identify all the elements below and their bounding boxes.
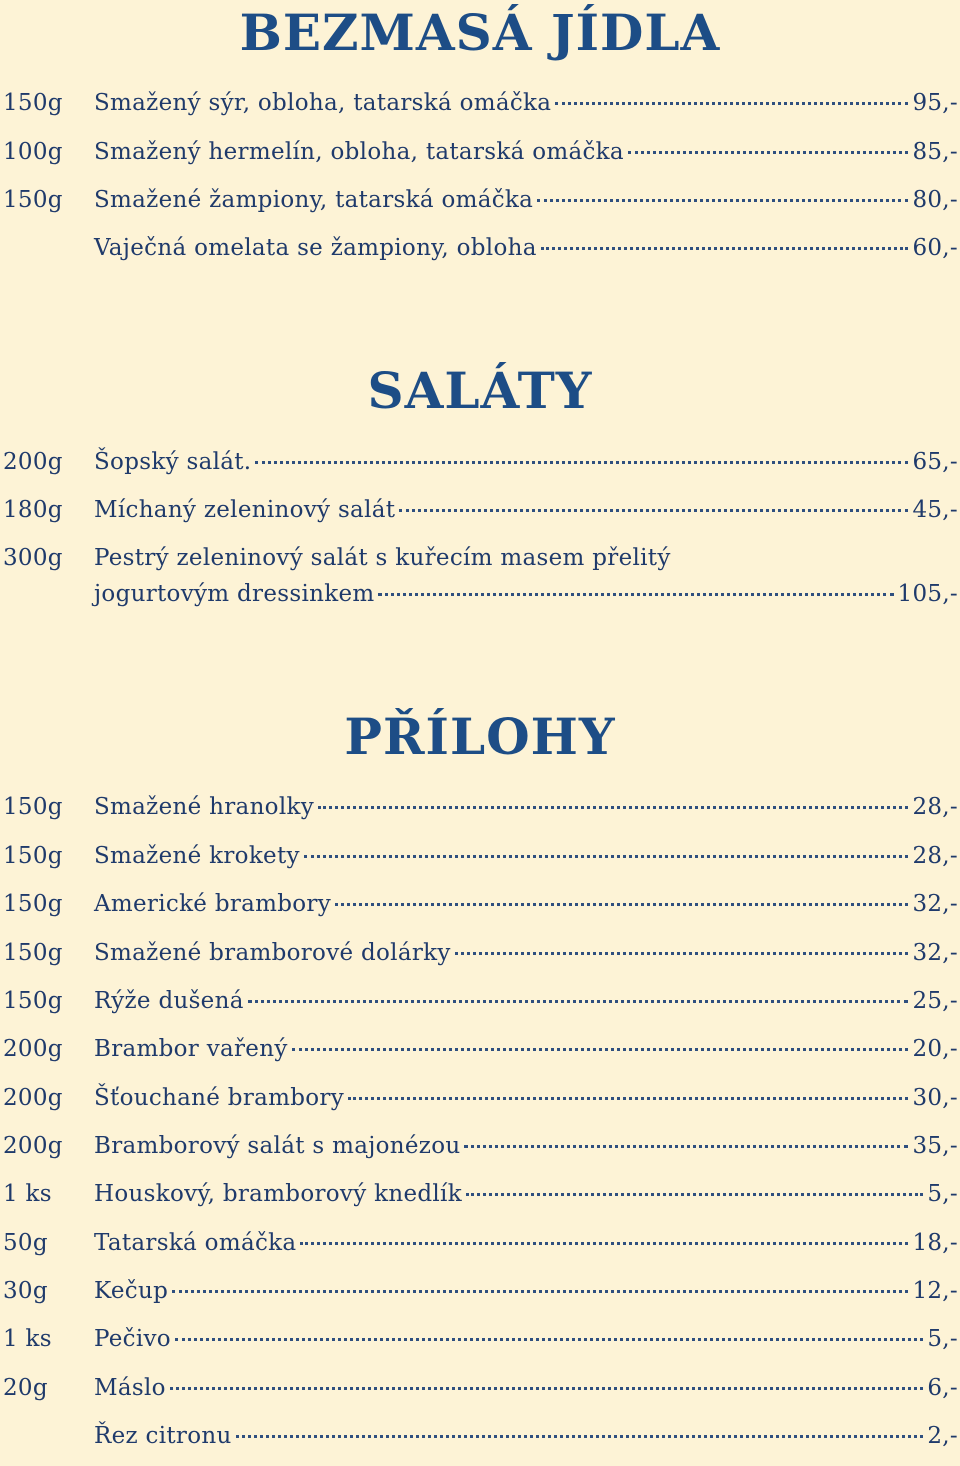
item-weight: 1 ks — [3, 1181, 52, 1207]
item-weight: 30g — [3, 1278, 48, 1304]
menu-item — [0, 230, 960, 278]
item-weight: 150g — [3, 794, 63, 820]
dot-leader — [292, 1048, 909, 1051]
dot-leader — [455, 952, 909, 955]
item-name: Smažené bramborové dolárky — [94, 940, 451, 966]
dot-leader — [537, 199, 908, 202]
menu-item — [0, 789, 960, 837]
item-name: Máslo — [94, 1375, 166, 1401]
item-weight: 20g — [3, 1375, 48, 1401]
menu-item — [0, 492, 960, 540]
item-weight: 200g — [3, 1036, 63, 1062]
item-weight: 150g — [3, 187, 63, 213]
item-name: Kečup — [94, 1278, 169, 1304]
item-name: Americké brambory — [94, 891, 332, 917]
menu-item — [0, 935, 960, 983]
menu-item — [0, 1273, 960, 1321]
item-name: Míchaný zeleninový salát — [94, 497, 396, 523]
item-name: Smažený hermelín, obloha, tatarská omáčka — [94, 139, 624, 165]
item-price: 25,- — [912, 988, 958, 1014]
dot-leader — [464, 1145, 908, 1148]
menu-item — [0, 1176, 960, 1224]
item-price: 28,- — [912, 843, 958, 869]
dot-leader — [541, 247, 909, 250]
item-name-line1: Pestrý zeleninový salát s kuřecím masem přelitý — [94, 545, 671, 571]
menu-item — [0, 886, 960, 934]
menu-item — [0, 983, 960, 1031]
item-price: 60,- — [912, 235, 958, 261]
dot-leader — [335, 903, 908, 906]
dot-leader — [555, 102, 908, 105]
item-name: Šťouchané brambory — [94, 1085, 344, 1111]
item-weight: 300g — [3, 545, 63, 571]
dot-leader — [172, 1290, 908, 1293]
dot-leader — [236, 1435, 924, 1438]
item-weight: 200g — [3, 1085, 63, 1111]
dot-leader — [255, 461, 908, 464]
item-name: Smažené krokety — [94, 843, 300, 869]
item-price: 5,- — [927, 1181, 958, 1207]
dot-leader — [399, 509, 908, 512]
item-price: 5,- — [927, 1326, 958, 1352]
menu-item — [0, 1418, 960, 1466]
item-price: 95,- — [912, 90, 958, 116]
item-name: Smažený sýr, obloha, tatarská omáčka — [94, 90, 552, 116]
item-price: 32,- — [912, 940, 958, 966]
item-price: 12,- — [912, 1278, 958, 1304]
item-weight: 150g — [3, 891, 63, 917]
item-price: 6,- — [927, 1375, 958, 1401]
item-name: Bramborový salát s majonézou — [94, 1133, 461, 1159]
item-price: 35,- — [912, 1133, 958, 1159]
item-weight: 150g — [3, 940, 63, 966]
item-weight: 150g — [3, 843, 63, 869]
item-price: 45,- — [912, 497, 958, 523]
menu-item — [0, 1128, 960, 1176]
item-price: 80,- — [912, 187, 958, 213]
item-price: 18,- — [912, 1230, 958, 1256]
menu-item — [0, 838, 960, 886]
item-weight: 50g — [3, 1230, 48, 1256]
item-price: 28,- — [912, 794, 958, 820]
menu-item — [0, 1321, 960, 1369]
dot-leader — [300, 1242, 908, 1245]
section-title-salaty: SALÁTY — [367, 361, 593, 420]
item-name: Rýže dušená — [94, 988, 244, 1014]
menu-item — [0, 444, 960, 492]
item-name: Tatarská omáčka — [94, 1230, 297, 1256]
item-name: jogurtovým dressinkem — [94, 581, 375, 607]
item-name: Vaječná omelata se žampiony, obloha — [94, 235, 537, 261]
item-price: 2,- — [927, 1423, 958, 1449]
menu-item — [0, 182, 960, 230]
item-weight: 150g — [3, 988, 63, 1014]
menu-item — [0, 1031, 960, 1079]
section-title-bezmasa-jidla: BEZMASÁ JÍDLA — [239, 3, 721, 62]
menu-item — [0, 1225, 960, 1273]
dot-leader — [170, 1387, 924, 1390]
item-name: Smažené hranolky — [94, 794, 315, 820]
item-price: 32,- — [912, 891, 958, 917]
dot-leader — [304, 855, 909, 858]
menu-item — [0, 134, 960, 182]
menu-item — [0, 1370, 960, 1418]
section-title-prilohy: PŘÍLOHY — [344, 707, 616, 766]
item-name: Šopský salát. — [94, 449, 252, 475]
dot-leader — [175, 1338, 923, 1341]
item-price: 65,- — [912, 449, 958, 475]
dot-leader — [248, 1000, 909, 1003]
item-name: Houskový, bramborový knedlík — [94, 1181, 462, 1207]
item-price: 85,- — [912, 139, 958, 165]
item-price: 30,- — [912, 1085, 958, 1111]
dot-leader — [466, 1193, 923, 1196]
dot-leader — [318, 806, 908, 809]
item-price: 105,- — [897, 581, 958, 607]
item-weight: 100g — [3, 139, 63, 165]
item-weight: 200g — [3, 449, 63, 475]
menu-item — [0, 540, 960, 624]
item-weight: 180g — [3, 497, 63, 523]
item-weight: 200g — [3, 1133, 63, 1159]
item-name: Smažené žampiony, tatarská omáčka — [94, 187, 534, 213]
dot-leader — [348, 1097, 908, 1100]
item-name: Brambor vařený — [94, 1036, 288, 1062]
item-name: Řez citronu — [94, 1423, 232, 1449]
dot-leader — [628, 151, 909, 154]
item-price: 20,- — [912, 1036, 958, 1062]
dot-leader — [378, 593, 893, 596]
item-weight: 1 ks — [3, 1326, 52, 1352]
menu-item — [0, 1080, 960, 1128]
item-name: Pečivo — [94, 1326, 171, 1352]
menu-item — [0, 85, 960, 133]
item-weight: 150g — [3, 90, 63, 116]
